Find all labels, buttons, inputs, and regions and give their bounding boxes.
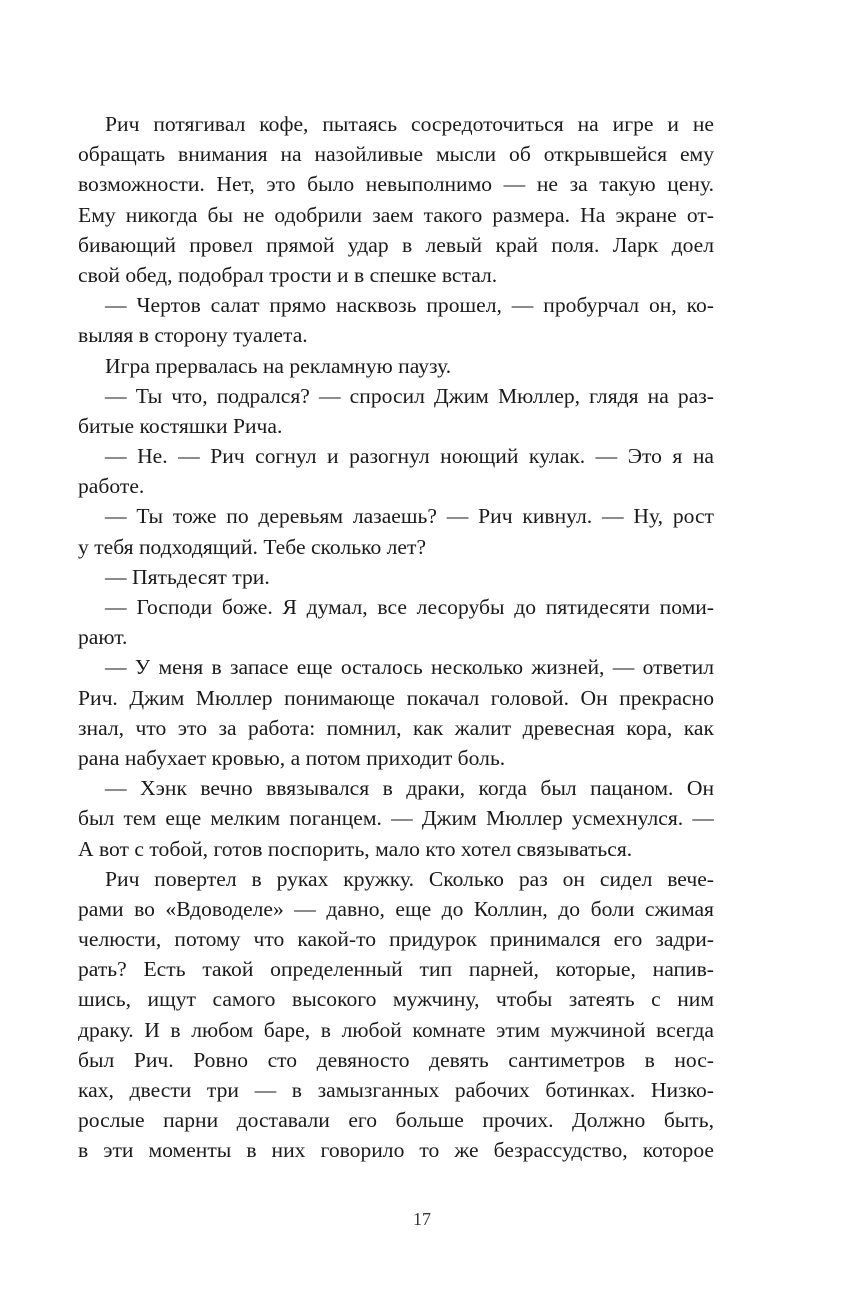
text-line: — Ты тоже по деревьям лазаешь? — Рич кивнул. — Ну, рост [105, 504, 714, 529]
text-line: — Господи боже. Я думал, все лесорубы до пятидесяти поми- [105, 595, 714, 619]
text-line: челюсти, потому что какой-то придурок принимался его задри- [78, 927, 714, 952]
text-line: был Рич. Ровно сто девяносто девять сантиметров в нос- [78, 1047, 714, 1072]
text-line: шись, ищут самого высокого мужчину, чтобы затеять с ним [78, 987, 714, 1012]
text-line: обращать внимания на назойливые мысли об открывшейся ему [78, 142, 714, 167]
text-line: драку. И в любом баре, в любой комнате этим мужчиной всегда [78, 1017, 714, 1042]
text-line: рослые парни доставали его больше прочих. Должно быть, [78, 1108, 714, 1133]
text-line: знал, что это за работа: помнил, как жалит древесная кора, как [78, 715, 714, 740]
text-line: — Ты что, подрался? — спросил Джим Мюллер, глядя на раз- [105, 383, 714, 408]
text-line: рать? Есть такой определенный тип парней, которые, напив- [78, 957, 714, 982]
text-line: у тебя подходящий. Тебе сколько лет? [78, 534, 427, 559]
text-line: рают. [78, 625, 128, 650]
text-line: — Не. — Рич согнул и разогнул ноющий кулак. — Это я на [105, 444, 714, 469]
text-line: ках, двести три — в замызганных рабочих ботинках. Низко- [78, 1078, 714, 1102]
text-line: работе. [78, 474, 145, 499]
text-line: бивающий провел прямой удар в левый край поля. Ларк доел [78, 232, 714, 257]
text-line: рами во «Вдоводеле» — давно, еще до Коллин, до боли сжимая [78, 896, 714, 921]
text-line: выляя в сторону туалета. [78, 323, 308, 348]
text-line: Рич. Джим Мюллер понимающе покачал головой. Он прекрасно [78, 685, 714, 710]
text-line: А вот с тобой, готов поспорить, мало кто хотел связываться. [78, 836, 633, 861]
text-line: — У меня в запасе еще осталось несколько жизней, — ответил [105, 655, 714, 680]
body-text [78, 109, 714, 1166]
text-line: — Пятьдесят три. [105, 564, 270, 589]
text-line: Игра прервалась на рекламную паузу. [105, 353, 452, 378]
text-line: свой обед, подобрал трости и в спешке встал. [78, 262, 498, 287]
text-line: Ему никогда бы не одобрили заем такого размера. На экране от- [78, 202, 714, 227]
text-line: в эти моменты в них говорило то же безрассудство, которое [78, 1138, 714, 1163]
text-line: рана набухает кровью, а потом приходит боль. [78, 745, 506, 770]
text-line: — Хэнк вечно ввязывался в драки, когда был пацаном. Он [105, 776, 714, 801]
page-number: 17 [413, 1209, 431, 1229]
text-line: — Чертов салат прямо насквозь прошел, — пробурчал он, ко- [105, 293, 714, 318]
text-line: Рич повертел в руках кружку. Сколько раз он сидел вече- [105, 866, 714, 891]
text-line: был тем еще мелким поганцем. — Джим Мюллер усмехнулся. — [78, 806, 714, 831]
text-line: битые костяшки Рича. [78, 413, 283, 438]
text-line: возможности. Нет, это было невыполнимо — не за такую цену. [78, 172, 714, 197]
text-line: Рич потягивал кофе, пытаясь сосредоточиться на игре и не [105, 112, 714, 136]
